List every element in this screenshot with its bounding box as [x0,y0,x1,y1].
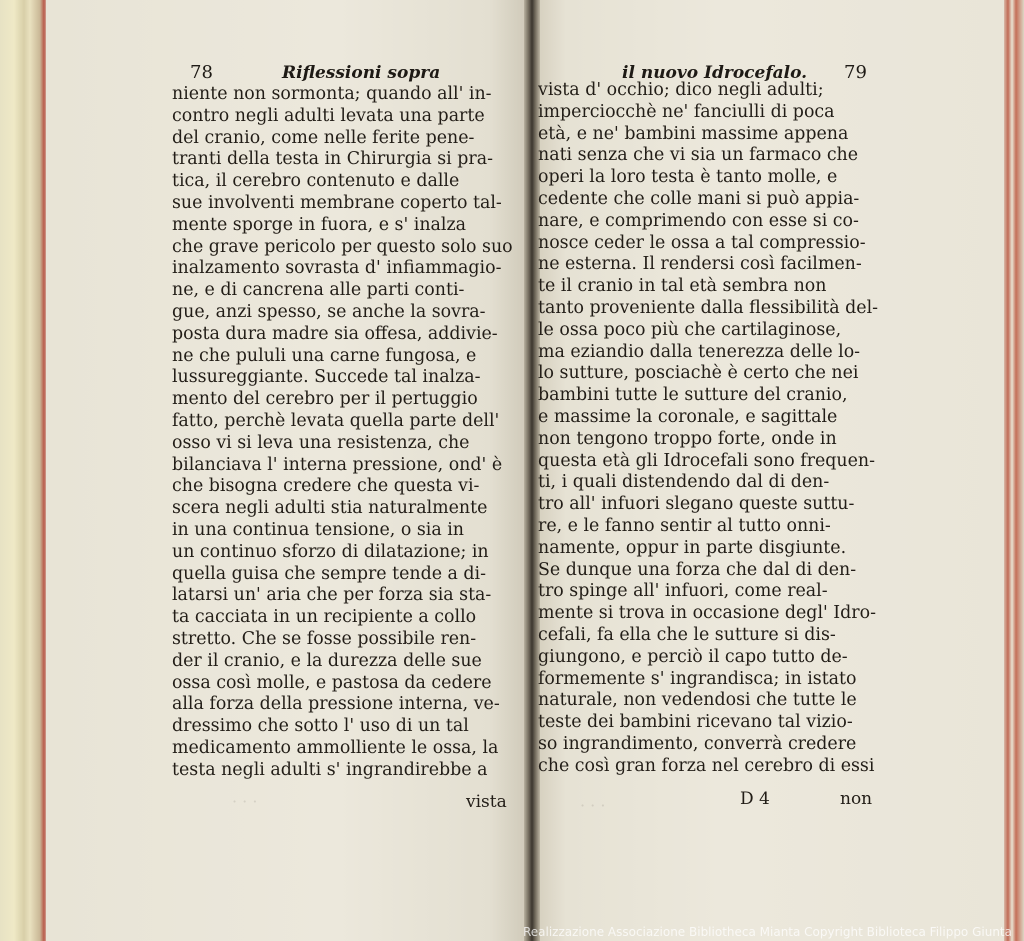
text-line: tro all' infuori slegano queste suttu- [538,494,855,515]
text-line: nosce ceder le ossa a tal compressio- [538,232,866,253]
text-line: naturale, non vedendosi che tutte le [538,690,857,711]
text-line: inalzamento sovrasta d' infiammagio- [172,258,502,279]
text-line: che così gran forza nel cerebro di essi [538,755,875,776]
text-line: Se dunque una forza che dal di den- [538,559,857,580]
text-line: tica, il cerebro contenuto e dalle [172,171,460,192]
text-line: giungono, e perciò il capo tutto de- [538,646,848,667]
text-line: formemente s' ingrandisca; in istato [538,668,857,689]
right-page-edges [1002,0,1024,941]
text-line: bilanciava l' interna pressione, ond' è [172,454,503,475]
text-line: e massime la coronale, e sagittale [538,406,838,427]
text-line: tranti della testa in Chirurgia si pra- [172,149,493,170]
left-catchword: vista [466,792,507,812]
text-line: latarsi un' aria che per forza sia sta- [172,585,492,606]
text-line: lussureggiante. Succede tal inalza- [172,367,481,388]
bleed-through-mark: · · · [232,792,258,811]
text-line: mente si trova in occasione degl' Idro- [538,603,876,624]
bleed-through-mark: · · · [580,796,606,815]
text-line: ne che pululi una carne fungosa, e [172,345,477,366]
text-line: re, e le fanno sentir al tutto onni- [538,515,831,536]
text-line: stretto. Che se fosse possibile ren- [172,628,477,649]
left-page-text [172,84,527,782]
text-line: lo sutture, posciachè è certo che nei [538,363,859,384]
text-line: ma eziandio dalla tenerezza delle lo- [538,341,861,362]
text-line: ne, e di cancrena alle parti conti- [172,280,465,301]
left-running-head: Riflessioni sopra [282,63,441,83]
text-line: che grave pericolo per questo solo suo [172,236,513,257]
text-line: osso vi si leva una resistenza, che [172,432,470,453]
text-line: mente sporge in fuora, e s' inalza [172,214,466,235]
text-line: quella guisa che sempre tende a di- [172,563,486,584]
text-line: ta cacciata in un recipiente a collo [172,607,477,628]
text-line: questa età gli Idrocefali sono frequen- [538,450,876,471]
text-line: contro negli adulti levata una parte [172,105,485,126]
text-line: fatto, perchè levata quella parte dell' [172,410,500,431]
text-line: ti, i quali distendendo dal di den- [538,472,830,493]
text-line: der il cranio, e la durezza delle sue [172,650,482,671]
text-line: gue, anzi spesso, se anche la sovra- [172,301,486,322]
text-line: niente non sormonta; quando all' in- [172,84,492,104]
left-page-edges [0,0,48,941]
text-line: nare, e comprimendo con esse si co- [538,210,859,231]
text-line: dressimo che sotto l' uso di un tal [172,716,469,737]
text-line: tanto proveniente dalla flessibilità del- [538,297,879,318]
text-line: scera negli adulti stia naturalmente [172,498,488,519]
text-line: età, e ne' bambini massime appena [538,123,849,144]
text-line: teste dei bambini ricevano tal vizio- [538,712,853,733]
right-catchword: non [840,789,873,809]
text-line: un continuo sforzo di dilatazione; in [172,541,489,562]
text-line: medicamento ammolliente le ossa, la [172,737,499,758]
text-line: testa negli adulti s' ingrandirebbe a [172,759,488,780]
text-line: mento del cerebro per il pertuggio [172,389,478,410]
text-line: ne esterna. Il rendersi così facilmen- [538,254,862,275]
text-line: che bisogna credere che questa vi- [172,476,480,497]
right-page-number: 79 [844,62,867,83]
text-line: ossa così molle, e pastosa da cedere [172,672,492,693]
text-line: vista d' occhio; dico negli adulti; [538,80,824,100]
text-line: non tengono troppo forte, onde in [538,428,837,449]
signature-mark: D 4 [740,789,770,809]
text-line: tro spinge all' infuori, come real- [538,581,828,602]
text-line: cedente che colle mani si può appia- [538,188,860,209]
text-line: del cranio, come nelle ferite pene- [172,127,475,148]
text-line: in una continua tensione, o sia in [172,519,464,540]
text-line: so ingrandimento, converrà credere [538,733,857,754]
text-line: sue involventi membrane coperto tal- [172,192,502,213]
right-page-text [538,80,900,778]
text-line: le ossa poco più che cartilaginose, [538,319,842,340]
text-line: namente, oppur in parte disgiunte. [538,537,847,558]
text-line: cefali, fa ella che le sutture si dis- [538,624,836,645]
right-running-head: il nuovo Idrocefalo. [622,63,808,83]
copyright-watermark: Realizzazione Associazione Bibliotheca Mianta Copyright Biblioteca Filippo Giunta [522,925,1012,939]
left-page-number: 78 [190,62,213,83]
text-line: nati senza che vi sia un farmaco che [538,145,859,166]
text-line: imperciocchè ne' fanciulli di poca [538,101,835,122]
text-line: posta dura madre sia offesa, addivie- [172,323,498,344]
text-line: alla forza della pressione interna, ve- [172,694,500,715]
text-line: te il cranio in tal età sembra non [538,276,827,297]
text-line: operi la loro testa è tanto molle, e [538,167,838,188]
text-line: bambini tutte le sutture del cranio, [538,385,848,406]
